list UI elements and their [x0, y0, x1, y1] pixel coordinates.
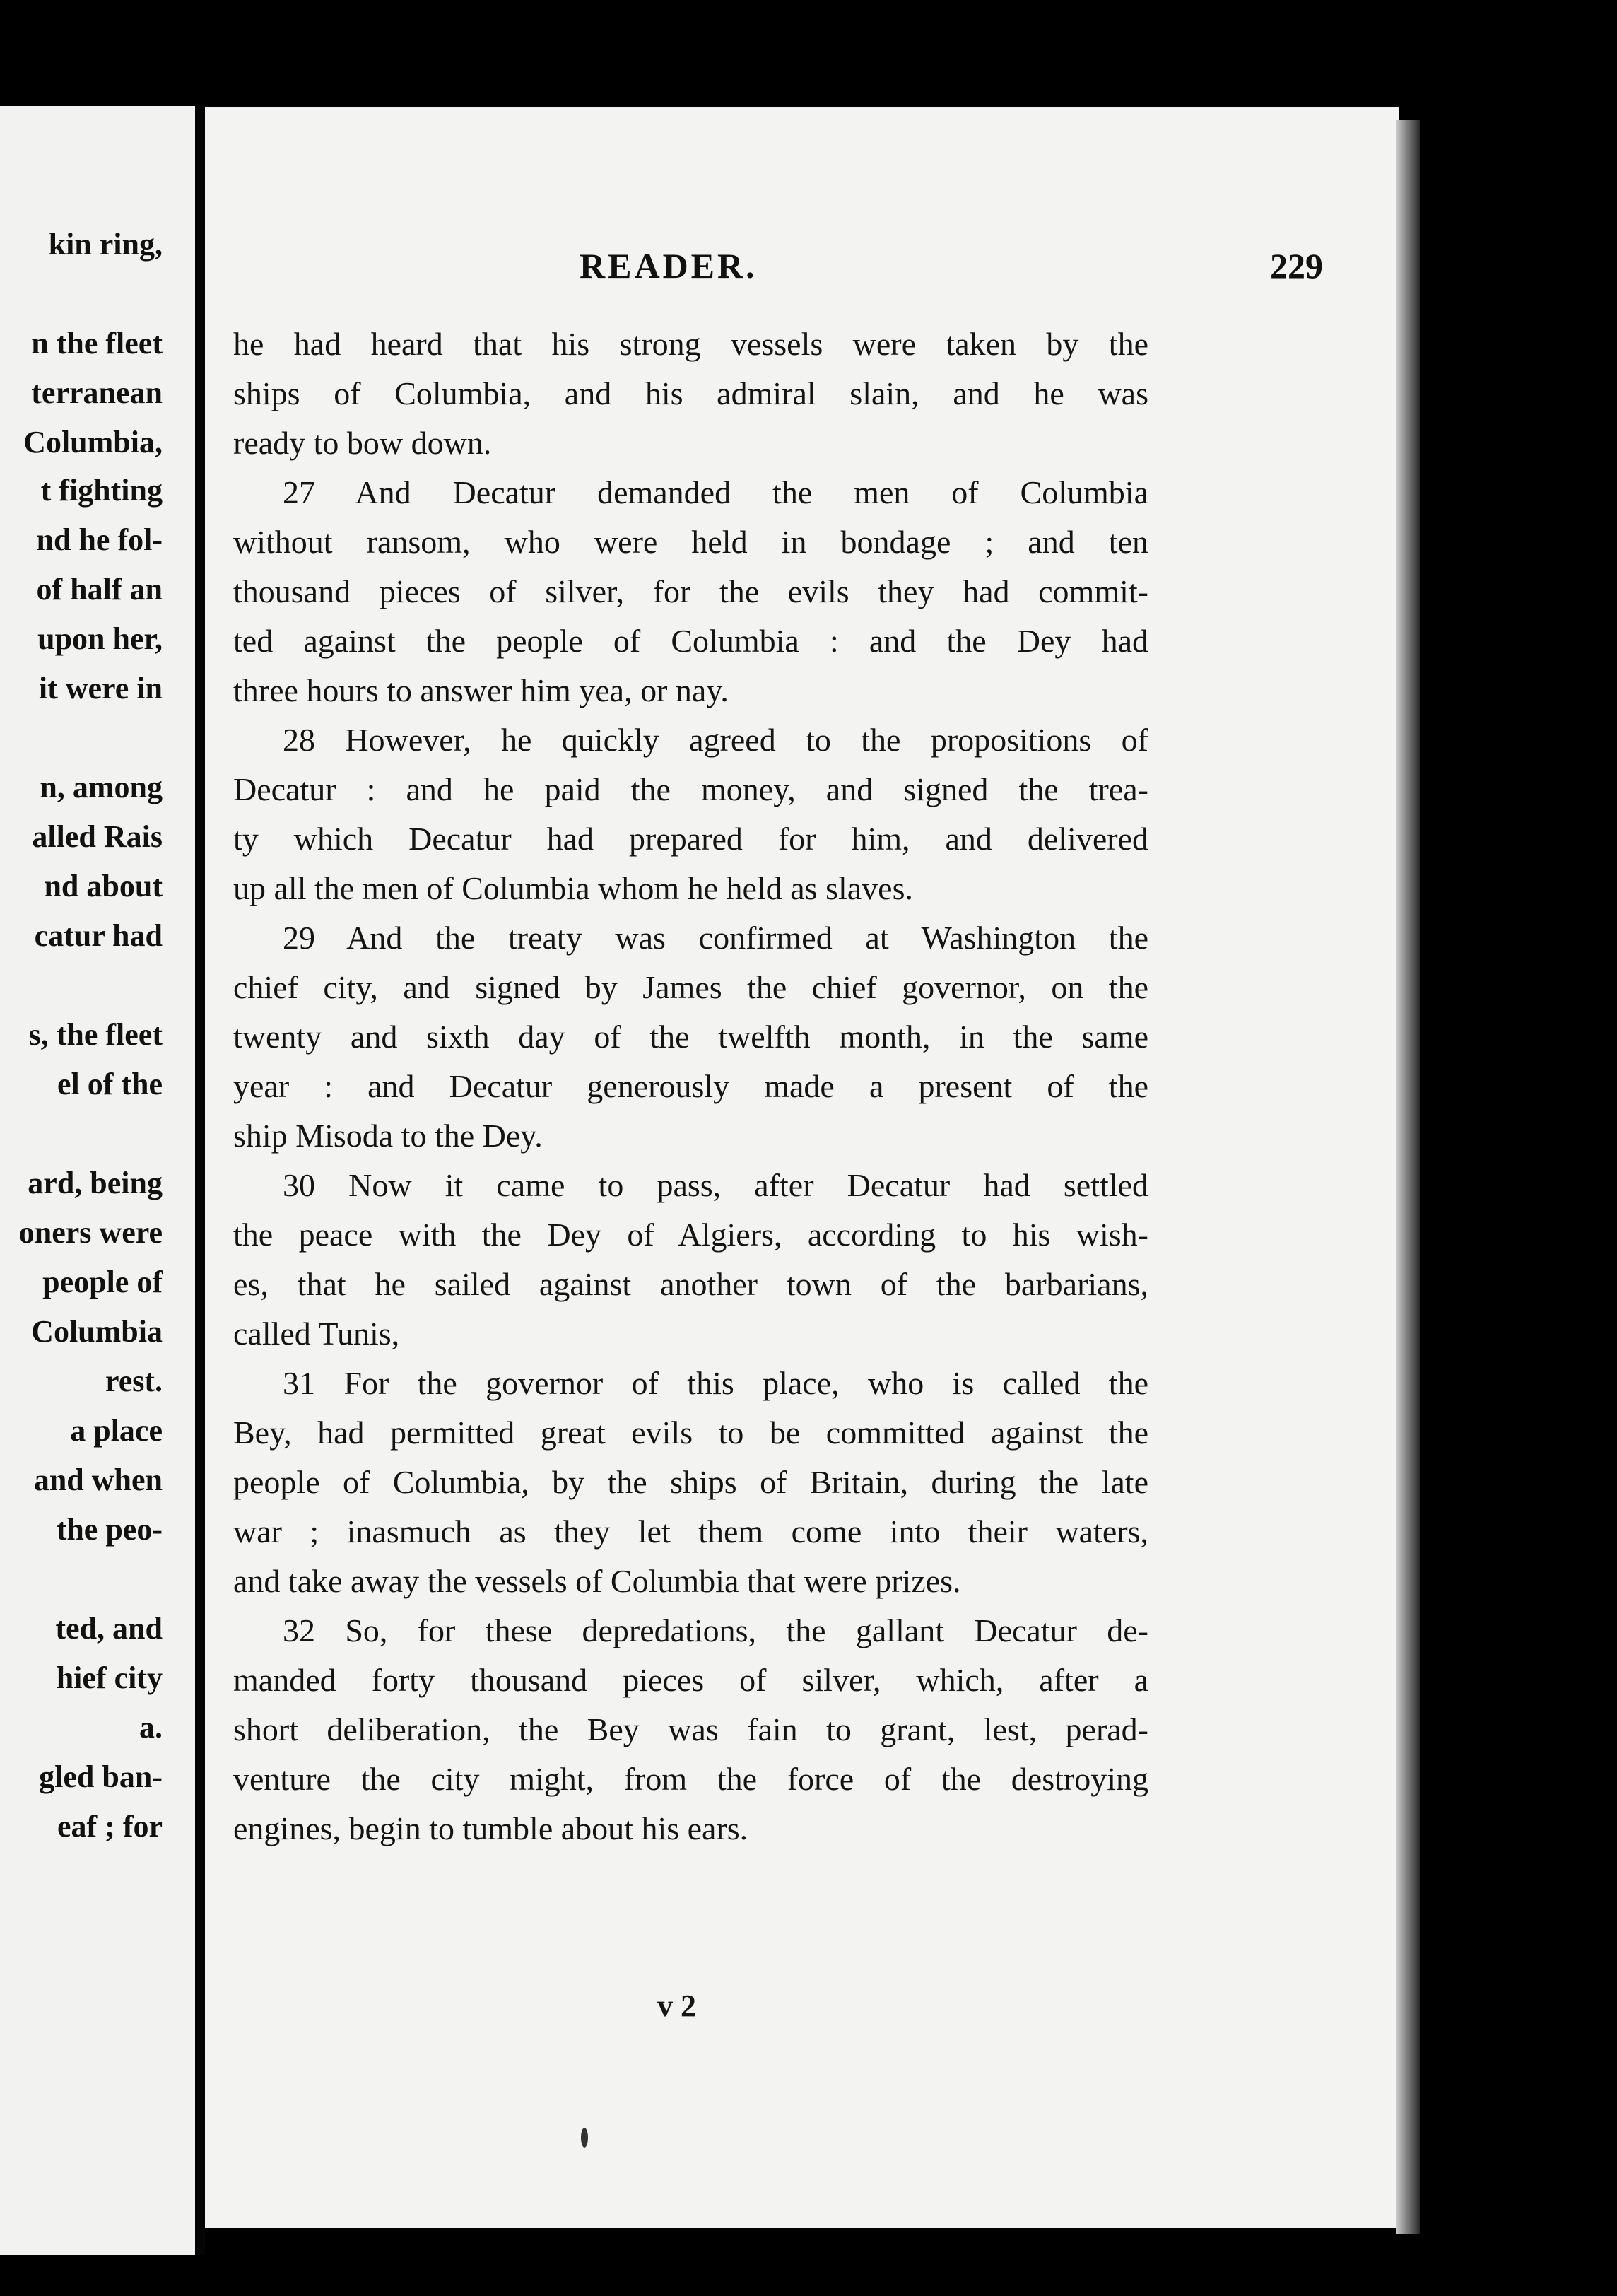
text-line: thousand pieces of silver, for the evils they had commit- [233, 573, 1148, 609]
text-line: manded forty thousand pieces of silver, which, after a [233, 1662, 1148, 1698]
page-edge-shadow [1396, 120, 1420, 2234]
text-line: 27 And Decatur demanded the men of Columbia [283, 474, 1148, 510]
left-page-line: oners were [18, 1215, 163, 1250]
text-line: ty which Decatur had prepared for him, and delivered [233, 821, 1148, 857]
text-line: short deliberation, the Bey was fain to grant, lest, perad- [233, 1711, 1148, 1747]
text-line: called Tunis, [233, 1316, 400, 1352]
left-page-line: and when [33, 1463, 163, 1497]
page-header [205, 245, 1399, 295]
left-page-line: gled ban- [39, 1759, 163, 1794]
left-page-line: eaf ; for [57, 1809, 163, 1844]
text-line: ted against the people of Columbia : and the Dey had [233, 623, 1148, 659]
text-line: chief city, and signed by James the chief governor, on the [233, 969, 1148, 1005]
left-page-line: s, the fleet [28, 1017, 163, 1052]
left-page-line: Columbia, [23, 425, 163, 459]
text-line: 32 So, for these depredations, the gallant Decatur de- [283, 1612, 1148, 1648]
left-page-line: it were in [38, 671, 163, 705]
text-line: ships of Columbia, and his admiral slain, and he was [233, 375, 1148, 411]
text-line: ready to bow down. [233, 425, 492, 461]
left-page-line: upon her, [37, 621, 163, 656]
text-line: 30 Now it came to pass, after Decatur had settled [283, 1167, 1148, 1203]
text-line: up all the men of Columbia whom he held as slaves. [233, 870, 913, 906]
text-line: and take away the vessels of Columbia that were prizes. [233, 1563, 961, 1599]
text-line: three hours to answer him yea, or nay. [233, 672, 729, 708]
left-page-line: hief city [56, 1660, 163, 1695]
left-page-line: terranean [31, 375, 163, 410]
left-page-line: a place [70, 1413, 163, 1448]
left-page-line: catur had [34, 918, 163, 953]
text-line: the peace with the Dey of Algiers, according to his wish- [233, 1217, 1148, 1253]
left-facing-page [0, 106, 195, 2255]
left-page-line: n the fleet [31, 326, 163, 361]
left-page-line: a. [139, 1710, 163, 1745]
left-page-line: rest. [105, 1364, 163, 1398]
text-line: without ransom, who were held in bondage ; and ten [233, 524, 1148, 560]
left-page-line: people of [42, 1265, 163, 1299]
text-line: ship Misoda to the Dey. [233, 1118, 543, 1154]
page-number: 229 [1270, 246, 1323, 286]
left-page-line: of half an [36, 572, 163, 607]
left-page-line: t fighting [40, 473, 163, 508]
left-page-line: nd he fol- [36, 522, 163, 557]
left-page-line: Columbia [31, 1314, 163, 1349]
left-page-line: ted, and [55, 1611, 163, 1646]
left-page-line: n, among [40, 770, 163, 804]
left-page-line: kin ring, [48, 227, 163, 262]
text-line: engines, begin to tumble about his ears. [233, 1810, 748, 1846]
page-body [233, 320, 1148, 1853]
page-gutter [195, 106, 205, 2255]
left-page-line: the peo- [56, 1512, 163, 1547]
text-line: 31 For the governor of this place, who is called the [283, 1365, 1148, 1401]
left-page-line: alled Rais [32, 819, 163, 854]
left-page-line: ard, being [28, 1166, 163, 1200]
text-line: venture the city might, from the force of the destroying [233, 1761, 1148, 1797]
left-page-line: nd about [44, 869, 163, 903]
text-line: es, that he sailed against another town of the barbarians, [233, 1266, 1148, 1302]
text-line: 28 However, he quickly agreed to the propositions of [283, 722, 1148, 758]
text-line: year : and Decatur generously made a present of the [233, 1068, 1148, 1104]
ink-speck [581, 2128, 588, 2148]
text-line: people of Columbia, by the ships of Britain, during the late [233, 1464, 1148, 1500]
text-line: Decatur : and he paid the money, and signed the trea- [233, 771, 1148, 807]
running-head: READER. [580, 246, 758, 286]
signature-mark: v 2 [657, 1988, 696, 2023]
left-page-line: el of the [57, 1067, 163, 1101]
text-line: 29 And the treaty was confirmed at Washington the [283, 920, 1148, 956]
book-page [205, 107, 1399, 2228]
text-line: he had heard that his strong vessels were taken by the [233, 326, 1148, 362]
text-line: twenty and sixth day of the twelfth month, in the same [233, 1019, 1148, 1055]
text-line: Bey, had permitted great evils to be committed against the [233, 1414, 1148, 1451]
text-line: war ; inasmuch as they let them come into their waters, [233, 1513, 1148, 1550]
